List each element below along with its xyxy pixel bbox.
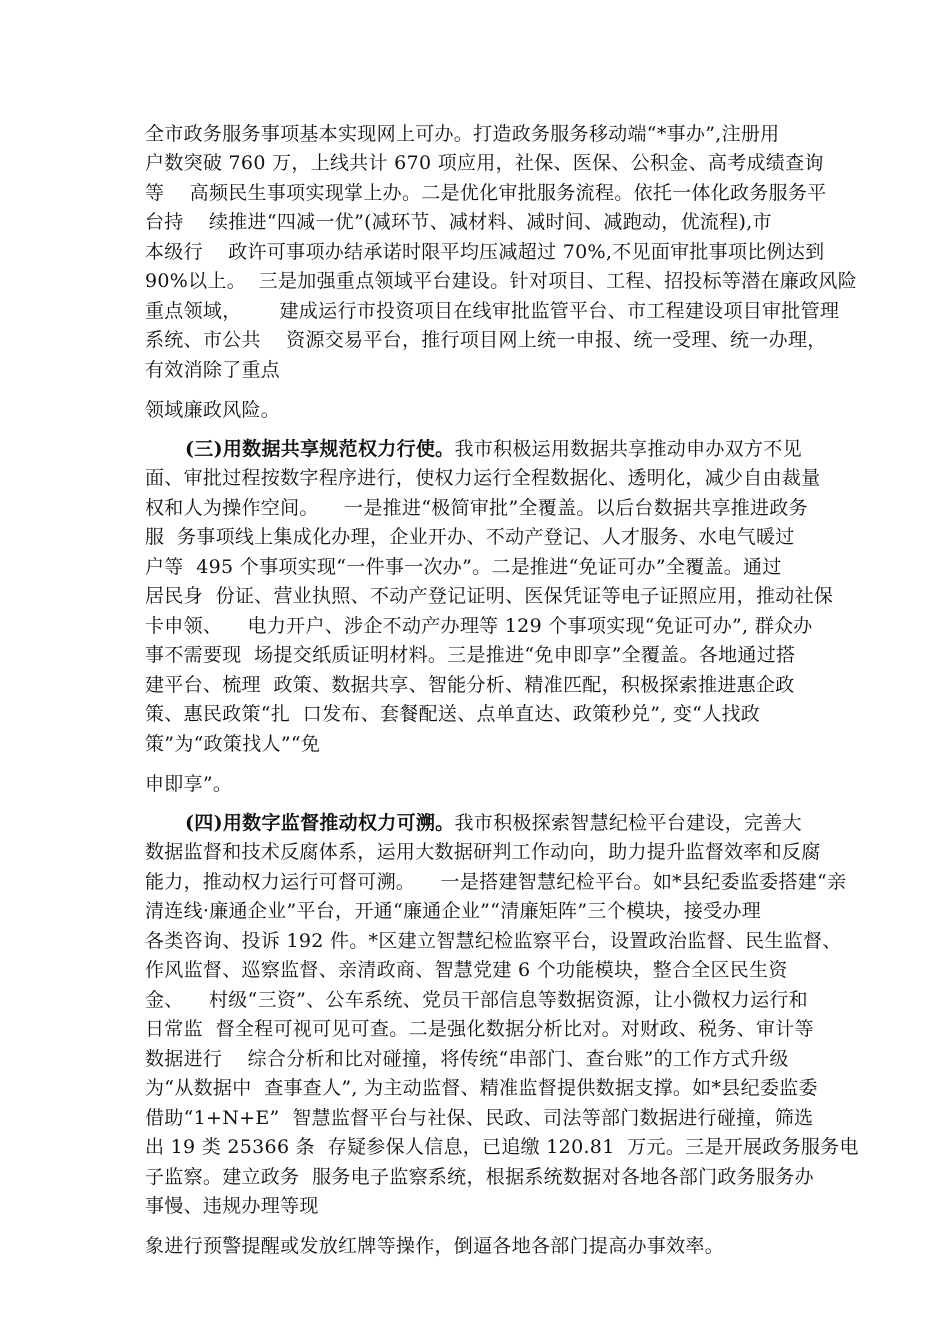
text-line: 全市政务服务事项基本实现网上可办。打造政务服务移动端“*事办”,注册用 (145, 123, 780, 145)
text-line: 日常监 督全程可视可见可查。二是强化数据分析比对。对财政、税务、审计等 (145, 1018, 814, 1040)
section-heading-line: (三)用数据共享规范权力行使。我市积极运用数据共享推动申办双方不见 (185, 438, 802, 460)
text-line: 数据监督和技术反腐体系，运用大数据研判工作动向，助力提升监督效率和反腐 (145, 841, 821, 863)
text-line: 申即享”。 (145, 773, 233, 795)
text-line: 卡申领、 电力开户、涉企不动产办理等 129 个事项实现“免证可办”, 群众办 (145, 615, 813, 637)
section-heading-line: (四)用数字监督推动权力可溯。我市积极探索智慧纪检平台建设，完善大 (185, 812, 802, 834)
text-line: 各类咨询、投诉 192 件。*区建立智慧纪检监察平台，设置政治监督、民生监督、 (145, 930, 842, 952)
text-line: 重点领域， 建成运行市投资项目在线审批监管平台、市工程建设项目审批管理 (145, 300, 840, 322)
text-line: 系统、市公共 资源交易平台，推行项目网上统一申报、统一受理、统一办理， (145, 329, 827, 351)
text-line: 建平台、梳理 政策、数据共享、智能分析、精准匹配，积极探索推进惠企政 (145, 674, 795, 696)
text-line: 事慢、违规办理等现 (145, 1195, 319, 1217)
text-line: 象进行预警提醒或发放红牌等操作，倒逼各地各部门提高办事效率。 (145, 1235, 725, 1257)
text-line: 权和人为操作空间。 一是推进“极简审批”全覆盖。以后台数据共享推进政务 (145, 497, 808, 519)
text-line: 策、惠民政策“扎 口发布、套餐配送、点单直达、政策秒兑”, 变“人找政 (145, 703, 761, 725)
text-line: 户等 495 个事项实现“一件事一次办”。二是推进“免证可办”全覆盖。通过 (145, 556, 782, 578)
text-line: 有效消除了重点 (145, 359, 281, 381)
text-line: 清连线·廉通企业”平台，开通“廉通企业”“清廉矩阵”三个模块，接受办理 (145, 900, 762, 922)
text-line: 金、 村级“三资”、公车系统、党员干部信息等数据资源，让小微权力运行和 (145, 989, 808, 1011)
text-line: 出 19 类 25366 条 存疑参保人信息，已追缴 120.81 万元。三是开展政务服务电 (145, 1136, 859, 1158)
text-line: 为“从数据中 查事查人”, 为主动监督、精准监督提供数据支撑。如*县纪委监委 (145, 1077, 818, 1099)
text-line: 户数突破 760 万，上线共计 670 项应用，社保、医保、公积金、高考成绩查询 (145, 152, 824, 174)
text-line: 策”为“政策找人”“免 (145, 733, 321, 755)
section-heading: (三)用数据共享规范权力行使。 (185, 438, 455, 460)
text-line: 数据进行 综合分析和比对碰撞，将传统“串部门、查台账”的工作方式升级 (145, 1048, 789, 1070)
text-line: 台持 续推进“四减一优”(减环节、减材料、减时间、减跑动，优流程),市 (145, 211, 772, 233)
text-line: 能力，推动权力运行可督可溯。 一是搭建智慧纪检平台。如*县纪委监委搭建“亲 (145, 871, 847, 893)
text-line: 面、审批过程按数字程序进行，使权力运行全程数据化、透明化，减少自由裁量 (145, 467, 821, 489)
text-line: 90%以上。 三是加强重点领域平台建设。针对项目、工程、招投标等潜在廉政风险 (145, 270, 858, 292)
text-line: 领域廉政风险。 (145, 399, 281, 421)
text-line: 本级行 政许可事项办结承诺时限平均压减超过 70%,不见面审批事项比例达到 (145, 241, 825, 263)
text-line: 服 务事项线上集成化办理，企业开办、不动产登记、人才服务、水电气暖过 (145, 526, 795, 548)
text-line: 居民身 份证、营业执照、不动产登记证明、医保凭证等电子证照应用，推动社保 (145, 585, 834, 607)
text-line: 作风监督、巡察监督、亲清政商、智慧党建 6 个功能模块，整合全区民生资 (145, 959, 788, 981)
text-line: 借助“1+N+E” 智慧监督平台与社保、民政、司法等部门数据进行碰撞，筛选 (145, 1107, 814, 1129)
text-line: 子监察。建立政务 服务电子监察系统，根据系统数据对各地各部门政务服务办 (145, 1166, 814, 1188)
section-heading: (四)用数字监督推动权力可溯。 (185, 812, 455, 834)
text-line: 事不需要现 场提交纸质证明材料。三是推进“免申即享”全覆盖。各地通过搭 (145, 644, 796, 666)
text-line: 等 高频民生事项实现掌上办。二是优化审批服务流程。依托一体化政务服务平 (145, 182, 827, 204)
